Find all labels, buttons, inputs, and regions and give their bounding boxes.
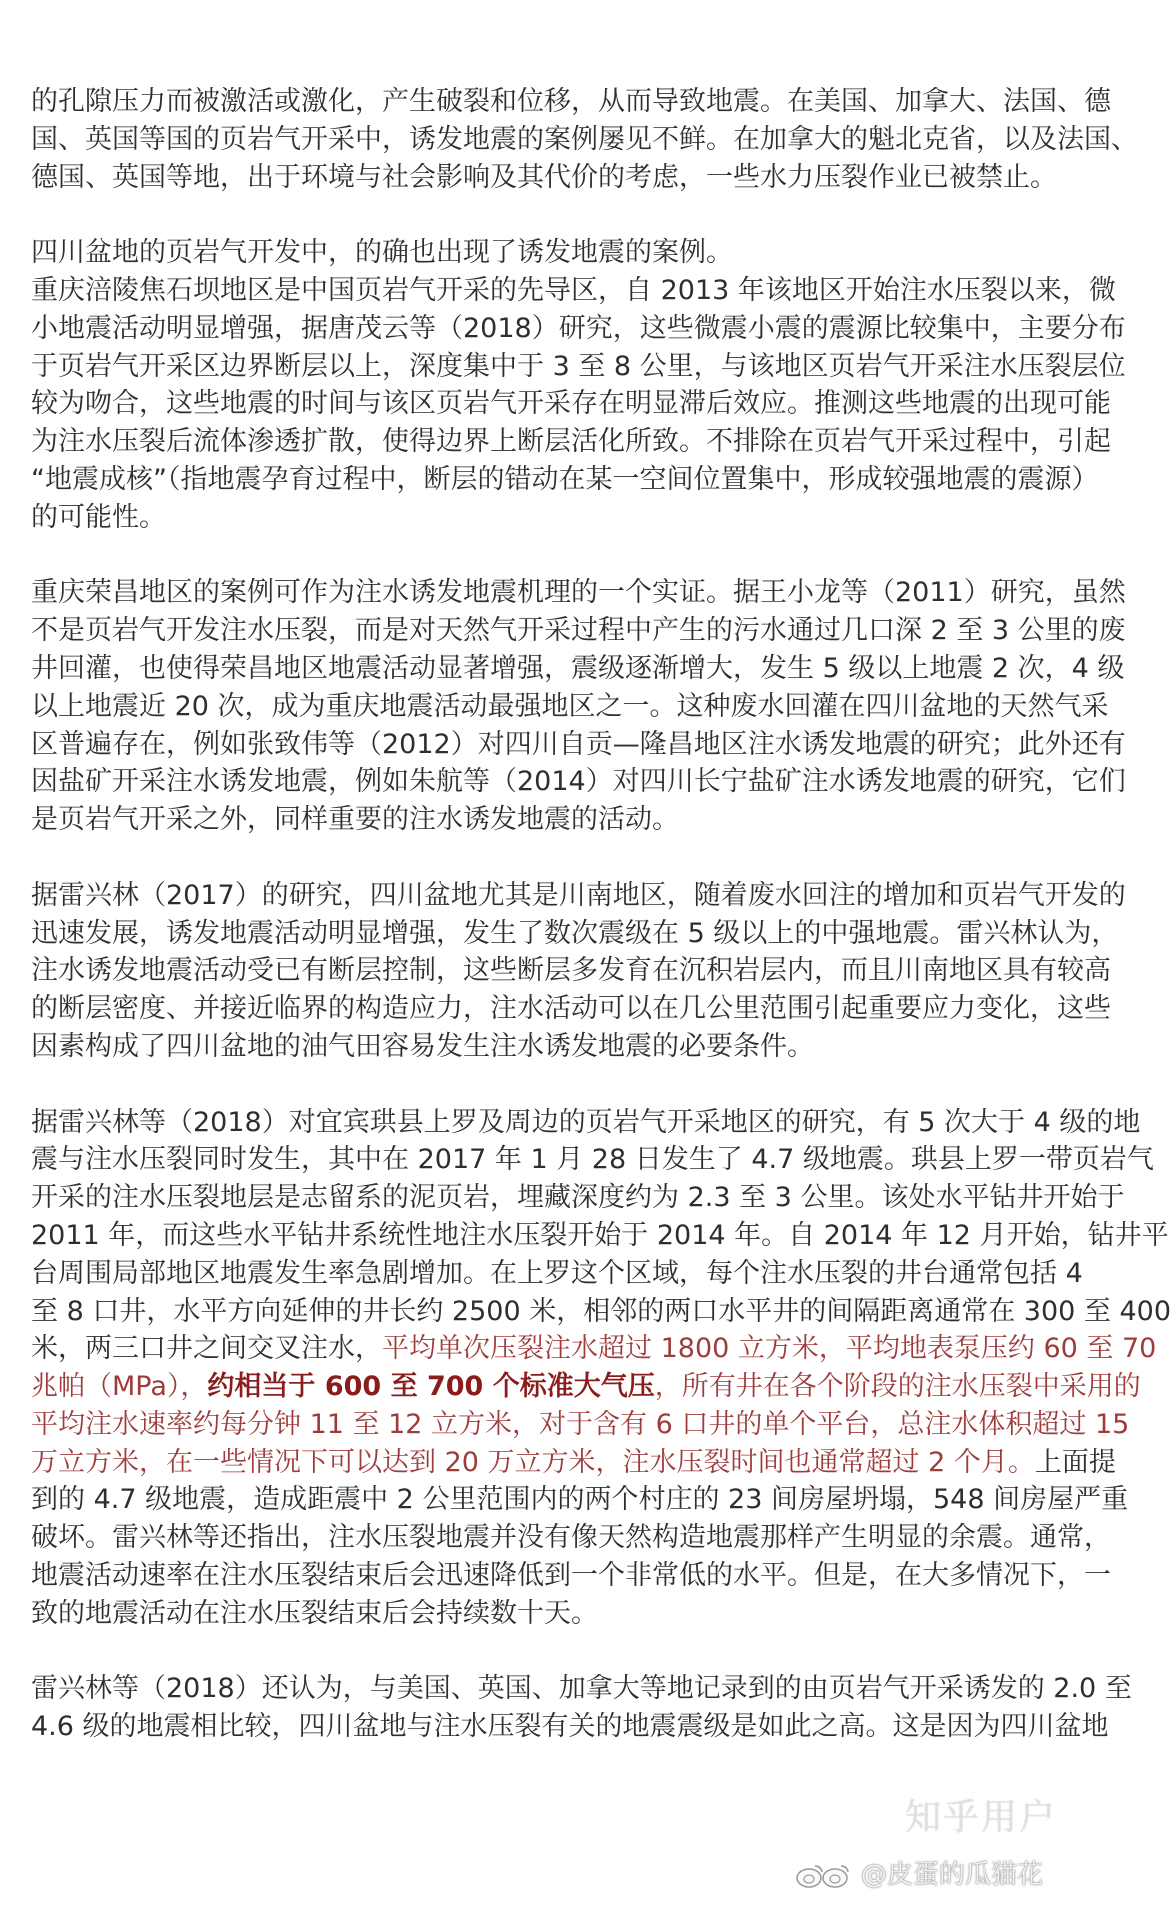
text-line: 的可能性。 xyxy=(31,501,166,533)
text-line: 震与注水压裂同时发生，其中在 2017 年 1 月 28 日发生了 4.7 级地震。珙县上罗一带页岩气 xyxy=(31,1144,1154,1176)
text-line: 于页岩气开采区边界断层以上，深度集中于 3 至 8 公里，与该地区页岩气开采注水压裂层位 xyxy=(31,350,1126,382)
highlighted-text: 兆帕（MPa）， xyxy=(31,1371,208,1403)
text-line: 重庆涪陵焦石坝地区是中国页岩气开采的先导区，自 2013 年该地区开始注水压裂以来，微 xyxy=(31,274,1116,306)
text-line: 以上地震近 20 次，成为重庆地震活动最强地区之一。这种废水回灌在四川盆地的天然气采 xyxy=(31,690,1109,722)
text-line: 破坏。雷兴林等还指出，注水压裂地震并没有像天然构造地震那样产生明显的余震。通常， xyxy=(31,1522,1111,1554)
text-line: 国、英国等国的页岩气开采中，诱发地震的案例屡见不鲜。在加拿大的魁北克省，以及法国、 xyxy=(31,123,1138,155)
text-line: 至 8 口井，水平方向延伸的井长约 2500 米，相邻的两口水平井的间隔距离通常在 300 至 400 xyxy=(31,1295,1171,1327)
text-line: 据雷兴林（2017）的研究，四川盆地尤其是川南地区，随着废水回注的增加和页岩气开发的 xyxy=(31,879,1126,911)
text-segment: 上面提 xyxy=(1034,1446,1116,1478)
highlighted-text: 平均注水速率约每分钟 11 至 12 立方米，对于含有 6 口井的单个平台，总注水体积超过 15 xyxy=(31,1408,1130,1440)
text-line: 致的地震活动在注水压裂结束后会持续数十天。 xyxy=(31,1597,598,1629)
blank-line xyxy=(31,196,1037,234)
text-line: 注水诱发地震活动受已有断层控制，这些断层多发育在沉积岩层内，而且川南地区具有较高 xyxy=(31,955,1111,987)
text-line: 重庆荣昌地区的案例可作为注水诱发地震机理的一个实证。据王小龙等（2011）研究，虽然 xyxy=(31,577,1126,609)
blank-line xyxy=(31,1633,1037,1671)
text-line: 小地震活动明显增强，据唐茂云等（2018）研究，这些微震小震的震源比较集中，主要分布 xyxy=(31,312,1126,344)
highlighted-text: 约相当于 600 至 700 个标准大气压 xyxy=(207,1371,655,1403)
text-line: 是页岩气开采之外，同样重要的注水诱发地震的活动。 xyxy=(31,804,679,836)
blank-line xyxy=(31,839,1037,877)
text-line: 的孔隙压力而被激活或激化，产生破裂和位移，从而导致地震。在美国、加拿大、法国、德 xyxy=(31,86,1111,117)
text-line: 迅速发展，诱发地震活动明显增强，发生了数次震级在 5 级以上的中强地震。雷兴林认为， xyxy=(31,917,1119,949)
text-line: 雷兴林等（2018）还认为，与美国、英国、加拿大等地记录到的由页岩气开采诱发的 2.0 至 xyxy=(31,1673,1132,1705)
text-line: 德国、英国等地，出于环境与社会影响及其代价的考虑，一些水力压裂作业已被禁止。 xyxy=(31,161,1057,193)
weibo-logo-icon xyxy=(795,1860,855,1895)
text-line xyxy=(31,1406,1130,1444)
text-line: “地震成核”（指地震孕育过程中，断层的错动在某一空间位置集中，形成较强地震的震源） xyxy=(31,463,1099,495)
text-line: 不是页岩气开发注水压裂，而是对天然气开采过程中产生的污水通过几口深 2 至 3 公里的废 xyxy=(31,615,1126,647)
blank-line xyxy=(31,1066,1037,1104)
text-line: 4.6 级的地震相比较，四川盆地与注水压裂有关的地震震级是如此之高。这是因为四川盆地 xyxy=(31,1711,1109,1743)
text-segment: 米，两三口井之间交叉注水， xyxy=(31,1333,382,1365)
text-line: 因素构成了四川盆地的油气田容易发生注水诱发地震的必要条件。 xyxy=(31,1030,814,1062)
text-line: 台周围局部地区地震发生率急剧增加。在上罗这个区域，每个注水压裂的井台通常包括 4 xyxy=(31,1257,1083,1289)
highlighted-text: 平均单次压裂注水超过 1800 立方米，平均地表泵压约 60 至 70 xyxy=(382,1333,1157,1365)
text-line: 据雷兴林等（2018）对宜宾珙县上罗及周边的页岩气开采地区的研究，有 5 次大于 4 级的地 xyxy=(31,1106,1141,1138)
text-line: 井回灌，也使得荣昌地区地震活动显著增强，震级逐渐增大，发生 5 级以上地震 2 次，4 级 xyxy=(31,652,1125,684)
text-line: 为注水压裂后流体渗透扩散，使得边界上断层活化所致。不排除在页岩气开采过程中，引起 xyxy=(31,426,1111,458)
text-line: 地震活动速率在注水压裂结束后会迅速降低到一个非常低的水平。但是，在大多情况下，一 xyxy=(31,1560,1111,1592)
zhihu-watermark: 知乎用户 xyxy=(905,1797,1058,1838)
highlighted-text: ，所有井在各个阶段的注水压裂中采用的 xyxy=(654,1371,1141,1403)
text-line: 的断层密度、并接近临界的构造应力，注水活动可以在几公里范围引起重要应力变化，这些 xyxy=(31,993,1111,1025)
text-line: 开采的注水压裂地层是志留系的泥页岩，埋藏深度约为 2.3 至 3 公里。该处水平钻井开始于 xyxy=(31,1182,1125,1214)
text-line xyxy=(31,1368,1141,1406)
highlighted-text: 万立方米，在一些情况下可以达到 20 万立方米，注水压裂时间也通常超过 2 个月。 xyxy=(31,1446,1035,1478)
text-line: 因盐矿开采注水诱发地震，例如朱航等（2014）对四川长宁盐矿注水诱发地震的研究，它们 xyxy=(31,766,1126,798)
text-line xyxy=(31,1330,1157,1368)
text-line: 区普遍存在，例如张致伟等（2012）对四川自贡—隆昌地区注水诱发地震的研究；此外还有 xyxy=(31,728,1126,760)
text-line: 较为吻合，这些地震的时间与该区页岩气开采存在明显滞后效应。推测这些地震的出现可能 xyxy=(31,388,1111,420)
text-line: 到的 4.7 级地震，造成距震中 2 公里范围内的两个村庄的 23 间房屋坍塌，548 间房屋严重 xyxy=(31,1484,1129,1516)
text-line: 2011 年，而这些水平钻井系统性地注水压裂开始于 2014 年。自 2014 年 12 月开始，钻井平 xyxy=(31,1219,1169,1251)
weibo-handle: @皮蛋的瓜猫花 xyxy=(861,1860,1044,1890)
text-line xyxy=(31,1444,1116,1482)
article-body xyxy=(31,83,1171,1746)
watermark xyxy=(795,1796,1065,1906)
text-line: 四川盆地的页岩气开发中，的确也出现了诱发地震的案例。 xyxy=(31,237,733,269)
blank-line xyxy=(31,537,1037,575)
